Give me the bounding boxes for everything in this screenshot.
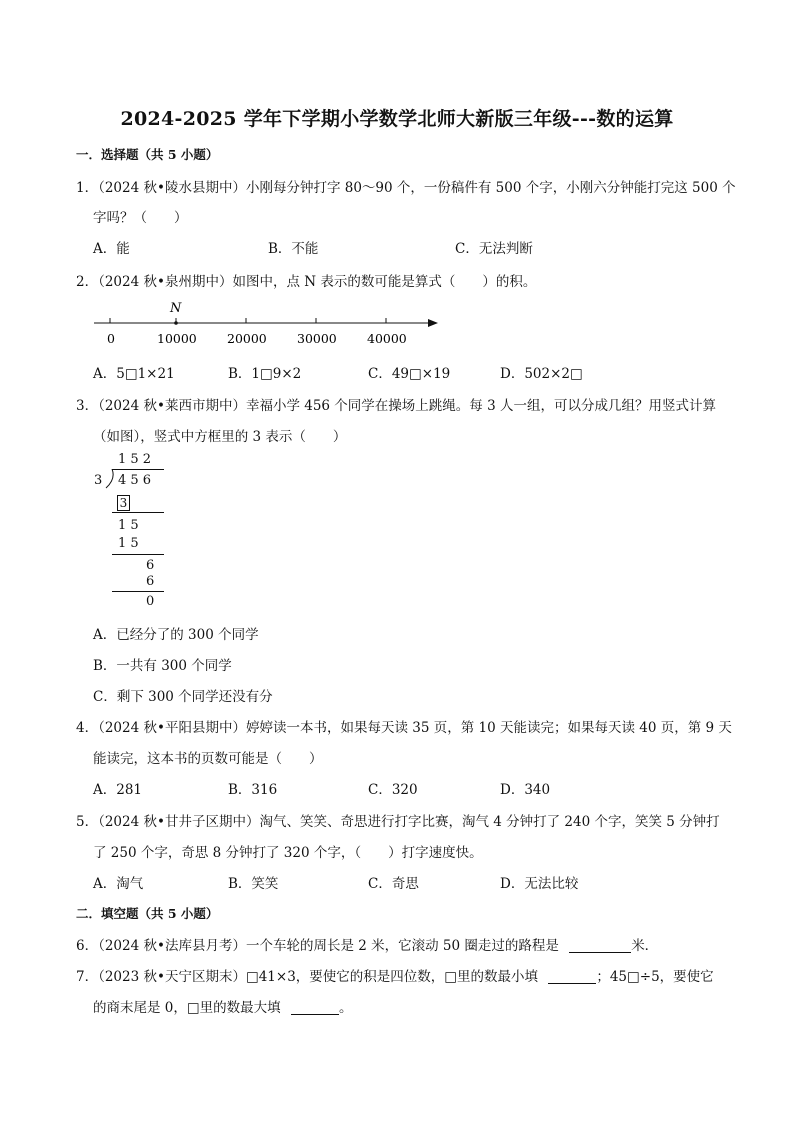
page-title: 2024-2025 学年下学期小学数学北师大新版三年级---数的运算	[120, 108, 674, 130]
division-step-2: 1 5	[118, 536, 139, 551]
question-4-text-cont: 能读完，这本书的页数可能是（ ）	[93, 751, 323, 767]
answer-blank-7a[interactable]	[548, 969, 596, 984]
question-5-text-cont: 了 250 个字，奇思 8 分钟打了 320 个字，（ ）打字速度快。	[93, 845, 483, 861]
question-4-option-d: D．340	[500, 782, 551, 798]
question-3-option-a: A．已经分了的 300 个同学	[93, 627, 259, 643]
answer-blank-7b[interactable]	[291, 1000, 339, 1015]
section-heading-fill: 二．填空题（共 5 小题）	[76, 906, 219, 921]
question-4-option-c: C．320	[368, 782, 418, 798]
axis-label-40000: 40000	[367, 331, 407, 346]
question-2-option-d: D．502×2□	[500, 366, 583, 382]
division-remainder: 0	[146, 594, 155, 609]
question-4-option-a: A．281	[93, 782, 143, 798]
question-3-text-cont: （如图），竖式中方框里的 3 表示（ ）	[93, 429, 347, 445]
division-divisor: 3	[94, 473, 103, 488]
long-division-figure	[90, 452, 180, 612]
question-2-text: 2．（2024 秋•泉州期中）如图中，点 N 表示的数可能是算式（ ）的积。	[76, 274, 537, 290]
division-step-1: 1 5	[118, 518, 139, 533]
question-7-text-d: 。	[338, 1000, 353, 1016]
question-6-text-b: 米．	[631, 938, 659, 954]
division-step-4: 6	[146, 574, 155, 589]
question-7-text	[76, 965, 714, 985]
section-heading-choice: 一．选择题（共 5 小题）	[76, 147, 219, 162]
question-5-text: 5．（2024 秋•甘井子区期中）淘气、笑笑、奇思进行打字比赛，淘气 4 分钟打了 240 个字，笑笑 5 分钟打	[76, 814, 720, 830]
axis-label-0: 0	[107, 331, 115, 346]
question-1-text: 1．（2024 秋•陵水县期中）小刚每分钟打字 80～90 个，一份稿件有 500 个字，小刚六分钟能打完这 500 个	[76, 180, 736, 196]
question-5-option-c: C．奇思	[368, 876, 419, 892]
axis-label-10000: 10000	[157, 331, 197, 346]
question-6-text	[76, 934, 658, 954]
question-4-option-b: B．316	[228, 782, 278, 798]
axis-label-20000: 20000	[227, 331, 267, 346]
question-5-option-b: B．笑笑	[228, 876, 279, 892]
question-7-text-cont	[93, 996, 352, 1016]
answer-blank-6[interactable]	[569, 938, 631, 953]
division-quotient: 1 5 2	[118, 452, 152, 467]
question-3-text: 3．（2024 秋•莱西市期中）幸福小学 456 个同学在操场上跳绳。每 3 人一组，可以分成几组？用竖式计算	[76, 398, 716, 414]
question-1-option-c: C．无法判断	[455, 241, 533, 257]
question-2-option-a: A．5□1×21	[93, 366, 175, 382]
division-dividend: 4 5 6	[118, 473, 152, 488]
question-3-option-c: C．剩下 300 个同学还没有分	[93, 689, 273, 705]
question-7-text-b: ；45□÷5，要使它	[596, 969, 714, 985]
question-5-option-d: D．无法比较	[500, 876, 579, 892]
question-2-option-b: B．1□9×2	[228, 366, 302, 382]
question-5-option-a: A．淘气	[93, 876, 144, 892]
question-1-option-a: A．能	[93, 241, 130, 257]
question-7-text-c: 的商末尾是 0，□里的数最大填	[93, 1000, 281, 1016]
point-n-label: N	[170, 301, 182, 316]
question-1-text-cont: 字吗？（ ）	[93, 210, 188, 226]
number-line	[90, 298, 450, 348]
boxed-digit-3: 3	[117, 495, 130, 511]
question-7-text-a: 7．（2023 秋•天宁区期末）□41×3，要使它的积是四位数，□里的数最小填	[76, 969, 539, 985]
axis-label-30000: 30000	[297, 331, 337, 346]
question-6-text-a: 6．（2024 秋•法库县月考）一个车轮的周长是 2 米，它滚动 50 圈走过的路程是	[76, 938, 559, 954]
question-2-option-c: C．49□×19	[368, 366, 451, 382]
question-3-option-b: B．一共有 300 个同学	[93, 658, 232, 674]
division-step-3: 6	[146, 558, 155, 573]
question-1-option-b: B．不能	[268, 241, 319, 257]
question-4-text: 4．（2024 秋•平阳县期中）婷婷读一本书，如果每天读 35 页，第 10 天能读完；如果每天读 40 页，第 9 天	[76, 720, 732, 736]
